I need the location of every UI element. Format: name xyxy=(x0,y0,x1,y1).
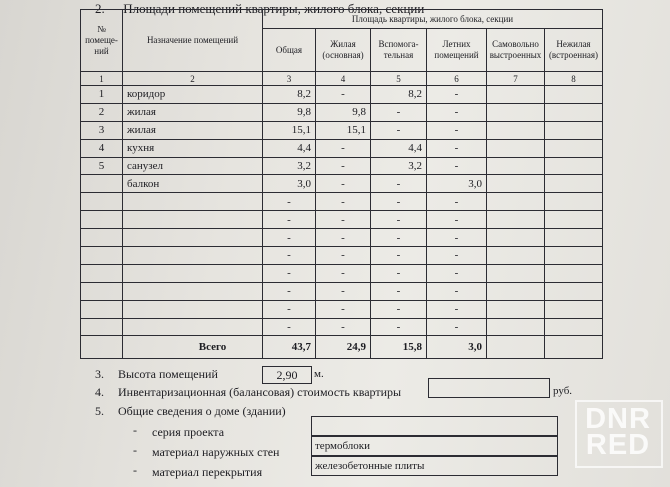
area-self-built-cell xyxy=(487,103,545,121)
col-header-living: Жилая (основная) xyxy=(316,29,371,72)
item-3-number: 3. xyxy=(95,367,104,381)
item-3-label: Высота помещений xyxy=(118,367,218,381)
area-auxiliary-cell: - xyxy=(371,229,427,247)
table-row xyxy=(81,318,603,336)
area-total-cell: 4,4 xyxy=(263,139,316,157)
table-row xyxy=(81,103,603,121)
room-name-cell xyxy=(123,229,263,247)
area-summer-cell: - xyxy=(427,211,487,229)
col-header-area-group: Площадь квартиры, жилого блока, секции xyxy=(263,10,603,29)
row-number-cell: 2 xyxy=(81,103,123,121)
room-name-cell: жилая xyxy=(123,103,263,121)
area-nonresidential-cell xyxy=(545,175,603,193)
table-row xyxy=(81,86,603,104)
table-row xyxy=(81,175,603,193)
room-name-cell: коридор xyxy=(123,86,263,104)
watermark-line-1: DNR xyxy=(585,403,651,435)
area-nonresidential-cell xyxy=(545,211,603,229)
area-living-cell: - xyxy=(316,247,371,265)
area-auxiliary-cell: - xyxy=(371,264,427,282)
row-number-cell xyxy=(81,247,123,265)
area-auxiliary-cell: 4,4 xyxy=(371,139,427,157)
area-nonresidential-cell xyxy=(545,264,603,282)
total-num-cell xyxy=(81,336,123,359)
area-summer-cell: 3,0 xyxy=(427,175,487,193)
area-self-built-cell xyxy=(487,229,545,247)
area-auxiliary-cell: 8,2 xyxy=(371,86,427,104)
watermark-logo xyxy=(575,400,661,466)
table-row xyxy=(81,211,603,229)
col-header-self-built: Самовольно выстроенных xyxy=(487,29,545,72)
total-area-summer: 3,0 xyxy=(427,336,487,359)
index-cell: 6 xyxy=(427,72,487,86)
row-number-cell xyxy=(81,282,123,300)
index-cell: 1 xyxy=(81,72,123,86)
index-cell: 5 xyxy=(371,72,427,86)
area-summer-cell: - xyxy=(427,121,487,139)
section-2-number: 2. xyxy=(95,1,105,16)
room-name-cell xyxy=(123,300,263,318)
inventory-value-field xyxy=(428,378,550,398)
room-name-cell xyxy=(123,247,263,265)
row-number-cell: 1 xyxy=(81,86,123,104)
area-nonresidential-cell xyxy=(545,139,603,157)
area-living-cell: - xyxy=(316,193,371,211)
area-auxiliary-cell: - xyxy=(371,300,427,318)
room-name-cell: балкон xyxy=(123,175,263,193)
row-number-cell xyxy=(81,318,123,336)
area-total-cell: - xyxy=(263,264,316,282)
area-self-built-cell xyxy=(487,157,545,175)
row-number-cell xyxy=(81,193,123,211)
area-auxiliary-cell: - xyxy=(371,193,427,211)
area-summer-cell: - xyxy=(427,229,487,247)
row-number-cell: 3 xyxy=(81,121,123,139)
area-nonresidential-cell xyxy=(545,121,603,139)
wall-material-field: термоблоки xyxy=(311,436,558,456)
table-row xyxy=(81,157,603,175)
area-total-cell: - xyxy=(263,247,316,265)
table-row xyxy=(81,229,603,247)
area-summer-cell: - xyxy=(427,300,487,318)
area-self-built-cell xyxy=(487,211,545,229)
col-header-auxiliary: Вспомога-тельная xyxy=(371,29,427,72)
area-summer-cell: - xyxy=(427,247,487,265)
area-nonresidential-cell xyxy=(545,247,603,265)
inventory-value-unit: руб. xyxy=(553,385,573,397)
row-number-cell xyxy=(81,264,123,282)
area-total-cell: 8,2 xyxy=(263,86,316,104)
room-name-cell: жилая xyxy=(123,121,263,139)
field-dash: - xyxy=(133,463,137,477)
area-total-cell: 3,2 xyxy=(263,157,316,175)
area-living-cell: - xyxy=(316,86,371,104)
area-living-cell: 15,1 xyxy=(316,121,371,139)
room-height-field: 2,90 xyxy=(262,366,312,384)
col-header-number: № помеще-ний xyxy=(81,10,123,72)
area-nonresidential-cell xyxy=(545,282,603,300)
total-area-auxiliary: 15,8 xyxy=(371,336,427,359)
project-series-field xyxy=(311,416,558,436)
area-auxiliary-cell: - xyxy=(371,121,427,139)
area-total-cell: 15,1 xyxy=(263,121,316,139)
total-area-self-built xyxy=(487,336,545,359)
floor-material-field: железобетонные плиты xyxy=(311,456,558,476)
item-5-number: 5. xyxy=(95,404,104,418)
area-nonresidential-cell xyxy=(545,193,603,211)
project-series-label: серия проекта xyxy=(152,425,225,439)
area-auxiliary-cell: - xyxy=(371,175,427,193)
area-total-cell: - xyxy=(263,282,316,300)
area-living-cell: 9,8 xyxy=(316,103,371,121)
area-auxiliary-cell: - xyxy=(371,247,427,265)
col-header-purpose: Назначение помещений xyxy=(123,10,263,72)
room-name-cell xyxy=(123,282,263,300)
table-row xyxy=(81,247,603,265)
area-summer-cell: - xyxy=(427,318,487,336)
wall-material-label: материал наружных стен xyxy=(152,445,280,459)
area-living-cell: - xyxy=(316,139,371,157)
area-self-built-cell xyxy=(487,282,545,300)
item-5-label: Общие сведения о доме (здании) xyxy=(118,404,286,418)
area-summer-cell: - xyxy=(427,86,487,104)
area-nonresidential-cell xyxy=(545,300,603,318)
index-cell: 7 xyxy=(487,72,545,86)
table-row xyxy=(81,121,603,139)
area-auxiliary-cell: - xyxy=(371,211,427,229)
total-area-living: 24,9 xyxy=(316,336,371,359)
total-area-nonresidential xyxy=(545,336,603,359)
row-number-cell xyxy=(81,300,123,318)
area-nonresidential-cell xyxy=(545,103,603,121)
room-name-cell: кухня xyxy=(123,139,263,157)
index-cell: 4 xyxy=(316,72,371,86)
index-cell: 3 xyxy=(263,72,316,86)
row-number-cell xyxy=(81,229,123,247)
table-row xyxy=(81,139,603,157)
total-row xyxy=(81,336,603,359)
area-summer-cell: - xyxy=(427,139,487,157)
room-name-cell xyxy=(123,264,263,282)
index-row xyxy=(81,72,603,86)
area-self-built-cell xyxy=(487,264,545,282)
area-summer-cell: - xyxy=(427,193,487,211)
area-summer-cell: - xyxy=(427,282,487,300)
table-row xyxy=(81,264,603,282)
col-header-summer: Летних помещений xyxy=(427,29,487,72)
watermark-line-2: RED xyxy=(585,429,651,461)
area-auxiliary-cell: - xyxy=(371,282,427,300)
area-auxiliary-cell: - xyxy=(371,318,427,336)
area-nonresidential-cell xyxy=(545,157,603,175)
table-row xyxy=(81,282,603,300)
room-name-cell xyxy=(123,211,263,229)
index-cell: 8 xyxy=(545,72,603,86)
area-total-cell: 9,8 xyxy=(263,103,316,121)
area-living-cell: - xyxy=(316,282,371,300)
index-cell: 2 xyxy=(123,72,263,86)
row-number-cell xyxy=(81,211,123,229)
area-total-cell: - xyxy=(263,211,316,229)
area-self-built-cell xyxy=(487,193,545,211)
area-self-built-cell xyxy=(487,247,545,265)
area-table xyxy=(80,9,603,359)
area-self-built-cell xyxy=(487,300,545,318)
area-self-built-cell xyxy=(487,121,545,139)
area-living-cell: - xyxy=(316,157,371,175)
total-area-total: 43,7 xyxy=(263,336,316,359)
area-total-cell: 3,0 xyxy=(263,175,316,193)
area-living-cell: - xyxy=(316,300,371,318)
area-nonresidential-cell xyxy=(545,229,603,247)
area-total-cell: - xyxy=(263,193,316,211)
col-header-nonresidential: Нежилая (встроенная) xyxy=(545,29,603,72)
table-row xyxy=(81,193,603,211)
table-row xyxy=(81,300,603,318)
room-name-cell xyxy=(123,318,263,336)
row-number-cell: 4 xyxy=(81,139,123,157)
area-living-cell: - xyxy=(316,175,371,193)
area-living-cell: - xyxy=(316,318,371,336)
room-name-cell: санузел xyxy=(123,157,263,175)
area-living-cell: - xyxy=(316,229,371,247)
area-self-built-cell xyxy=(487,318,545,336)
area-summer-cell: - xyxy=(427,157,487,175)
area-nonresidential-cell xyxy=(545,86,603,104)
room-height-unit: м. xyxy=(314,368,324,380)
area-total-cell: - xyxy=(263,229,316,247)
area-self-built-cell xyxy=(487,139,545,157)
item-4-label: Инвентаризационная (балансовая) стоимость квартиры xyxy=(118,385,402,399)
area-total-cell: - xyxy=(263,318,316,336)
area-living-cell: - xyxy=(316,211,371,229)
area-nonresidential-cell xyxy=(545,318,603,336)
section-2-heading: Площади помещений квартиры, жилого блока, секции xyxy=(123,1,425,16)
area-total-cell: - xyxy=(263,300,316,318)
area-summer-cell: - xyxy=(427,264,487,282)
total-label: Всего xyxy=(123,336,263,359)
row-number-cell: 5 xyxy=(81,157,123,175)
area-auxiliary-cell: 3,2 xyxy=(371,157,427,175)
area-summer-cell: - xyxy=(427,103,487,121)
field-dash: - xyxy=(133,423,137,437)
floor-material-label: материал перекрытия xyxy=(152,465,263,479)
area-table-body xyxy=(81,86,603,336)
area-self-built-cell xyxy=(487,175,545,193)
field-dash: - xyxy=(133,443,137,457)
area-living-cell: - xyxy=(316,264,371,282)
room-name-cell xyxy=(123,193,263,211)
row-number-cell xyxy=(81,175,123,193)
col-header-total: Общая xyxy=(263,29,316,72)
item-4-number: 4. xyxy=(95,385,104,399)
area-auxiliary-cell: - xyxy=(371,103,427,121)
area-self-built-cell xyxy=(487,86,545,104)
